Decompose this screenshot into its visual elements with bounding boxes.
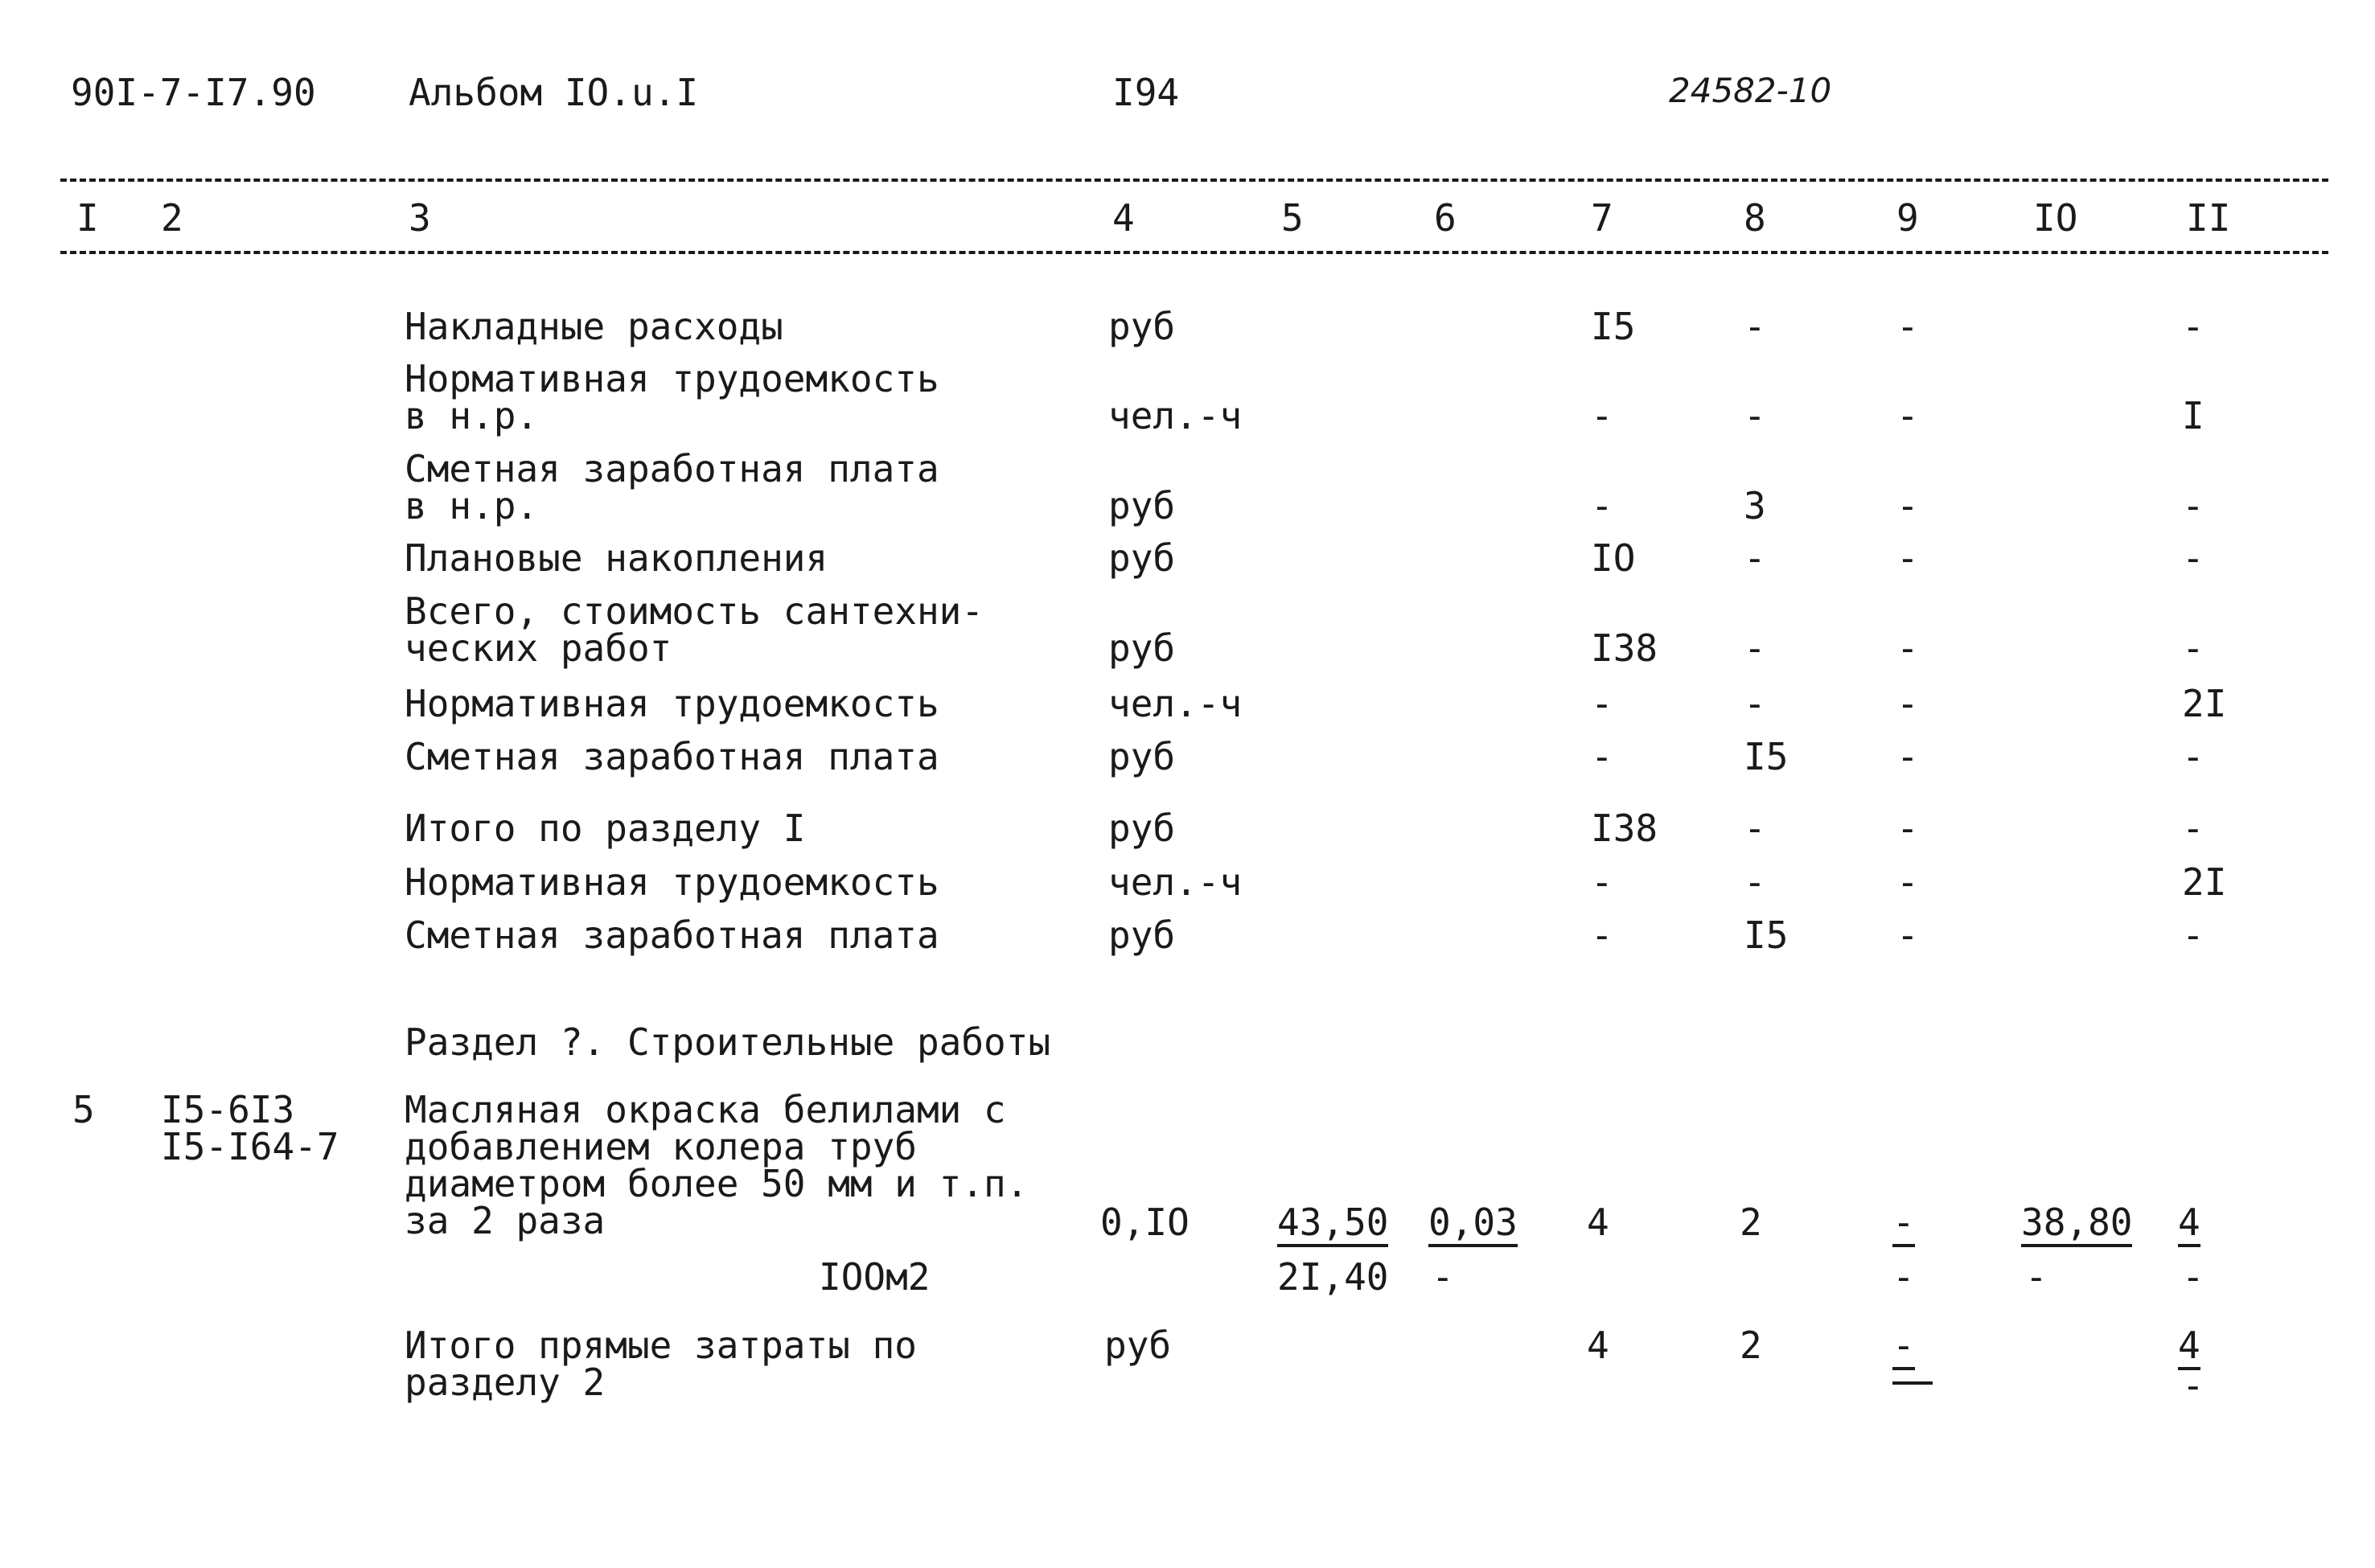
col-header-8: 8 bbox=[1744, 196, 1766, 240]
row-label: Нормативная трудоемкость bbox=[405, 357, 939, 400]
item-desc-line: добавлением колера труб bbox=[405, 1125, 917, 1168]
row-label-cont: в н.р. bbox=[405, 484, 539, 527]
cell-c11: - bbox=[2182, 626, 2204, 670]
doc-code: 90I-7-I7.90 bbox=[71, 71, 316, 114]
cell-c11-bottom: - bbox=[2182, 1255, 2204, 1299]
col-header-5: 5 bbox=[1281, 196, 1304, 240]
cell-c9: - bbox=[1896, 735, 1919, 778]
cell-c9-bottom: - bbox=[1892, 1255, 1915, 1299]
cell-c8: 2 bbox=[1740, 1201, 1762, 1244]
row-label: Сметная заработная плата bbox=[405, 913, 939, 957]
cell-c8: - bbox=[1744, 682, 1766, 725]
cell-c8: 2 bbox=[1740, 1324, 1762, 1367]
row-unit: руб bbox=[1108, 536, 1176, 580]
cell-c8: I5 bbox=[1744, 735, 1789, 778]
cell-c9: - bbox=[1892, 1327, 1915, 1370]
item-number: 5 bbox=[72, 1088, 95, 1131]
col-header-3: 3 bbox=[409, 196, 431, 240]
cell-c8: - bbox=[1744, 305, 1766, 348]
cell-c9: - bbox=[1896, 305, 1919, 348]
row-label: Нормативная трудоемкость bbox=[405, 860, 939, 904]
cell-c8: - bbox=[1744, 536, 1766, 580]
section-title: Раздел ?. Строительные работы bbox=[405, 1020, 1051, 1064]
item-desc-line: за 2 раза bbox=[405, 1199, 606, 1242]
cell-c11: 2I bbox=[2182, 682, 2227, 725]
row-label: Сметная заработная плата bbox=[405, 447, 939, 491]
header-rule-bottom bbox=[60, 251, 2328, 254]
cell-c9: - bbox=[1896, 682, 1919, 725]
col-header-11: II bbox=[2186, 196, 2231, 240]
cell-c7: - bbox=[1591, 682, 1613, 725]
item-code-secondary: I5-I64-7 bbox=[161, 1125, 339, 1168]
row-unit: руб bbox=[1108, 626, 1176, 670]
col-header-7: 7 bbox=[1591, 196, 1613, 240]
cell-c7: - bbox=[1591, 860, 1613, 904]
row-unit: руб bbox=[1108, 913, 1176, 957]
cell-c7: - bbox=[1591, 913, 1613, 957]
cell-c11: - bbox=[2182, 735, 2204, 778]
cell-c11: - bbox=[2182, 305, 2204, 348]
cell-c8: 3 bbox=[1744, 484, 1766, 527]
page-number: I94 bbox=[1112, 71, 1180, 114]
cell-c8: - bbox=[1744, 860, 1766, 904]
cell-c7: 4 bbox=[1587, 1201, 1609, 1244]
cell-c6-bottom: - bbox=[1432, 1255, 1454, 1299]
cell-c9: - bbox=[1896, 626, 1919, 670]
cell-c7: 4 bbox=[1587, 1324, 1609, 1367]
row-unit: руб bbox=[1108, 484, 1176, 527]
cell-c9: - bbox=[1896, 807, 1919, 850]
row-unit: руб bbox=[1104, 1324, 1172, 1367]
cell-c11-bottom: - bbox=[2182, 1364, 2204, 1407]
cell-c11: - bbox=[2182, 807, 2204, 850]
row-unit: руб bbox=[1108, 735, 1176, 778]
cell-c11: - bbox=[2182, 484, 2204, 527]
cell-c9: - bbox=[1896, 536, 1919, 580]
cell-c8: - bbox=[1744, 394, 1766, 437]
album-label: Альбом IO.u.I bbox=[409, 71, 699, 114]
handwritten-number: 24582-10 bbox=[1669, 71, 1832, 110]
cell-c11: 2I bbox=[2182, 860, 2227, 904]
row-label: Всего, стоимость сантехни- bbox=[405, 589, 984, 633]
cell-c11: - bbox=[2182, 913, 2204, 957]
row-unit: руб bbox=[1108, 807, 1176, 850]
cell-c7: - bbox=[1591, 735, 1613, 778]
row-label: Нормативная трудоемкость bbox=[405, 682, 939, 725]
col-header-6: 6 bbox=[1434, 196, 1457, 240]
row-label: Сметная заработная плата bbox=[405, 735, 939, 778]
cell-c11: - bbox=[2182, 536, 2204, 580]
row-label-cont: в н.р. bbox=[405, 394, 539, 437]
header-rule-top bbox=[60, 179, 2328, 182]
row-label: Итого прямые затраты по bbox=[405, 1324, 917, 1367]
cell-c8: I5 bbox=[1744, 913, 1789, 957]
cell-c7: I38 bbox=[1591, 626, 1658, 670]
cell-c7: - bbox=[1591, 484, 1613, 527]
col-header-4: 4 bbox=[1112, 196, 1135, 240]
cell-c11: I bbox=[2182, 394, 2204, 437]
cell-c9: - bbox=[1896, 394, 1919, 437]
cell-c7: I38 bbox=[1591, 807, 1658, 850]
cell-c9: - bbox=[1896, 484, 1919, 527]
cell-c10-top: 38,80 bbox=[2021, 1204, 2132, 1247]
row-label-cont: разделу 2 bbox=[405, 1361, 606, 1404]
cell-c11: 4 bbox=[2178, 1327, 2200, 1370]
cell-c10-bottom: - bbox=[2025, 1255, 2048, 1299]
col-header-2: 2 bbox=[161, 196, 183, 240]
cell-c9: - bbox=[1896, 913, 1919, 957]
row-label: Плановые накопления bbox=[405, 536, 828, 580]
row-unit: чел.-ч bbox=[1108, 860, 1243, 904]
cell-c5-top: 43,50 bbox=[1277, 1204, 1388, 1247]
cell-c7: I5 bbox=[1591, 305, 1636, 348]
cell-c9-top: - bbox=[1892, 1204, 1915, 1247]
item-qty: 0,IO bbox=[1100, 1201, 1190, 1244]
col-header-9: 9 bbox=[1896, 196, 1919, 240]
item-desc-line: Масляная окраска белилами с bbox=[405, 1088, 1006, 1131]
col-header-1: I bbox=[76, 196, 99, 240]
cell-c6-top: 0,03 bbox=[1428, 1204, 1518, 1247]
cell-c11-top: 4 bbox=[2178, 1204, 2200, 1247]
cell-c9: - bbox=[1896, 860, 1919, 904]
cell-c7: IO bbox=[1591, 536, 1636, 580]
cell-c8: - bbox=[1744, 626, 1766, 670]
row-unit: чел.-ч bbox=[1108, 682, 1243, 725]
row-label: Накладные расходы bbox=[405, 305, 783, 348]
cell-c8: - bbox=[1744, 807, 1766, 850]
item-unit: IOOм2 bbox=[819, 1255, 931, 1299]
item-desc-line: диаметром более 50 мм и т.п. bbox=[405, 1162, 1029, 1205]
item-code: I5-6I3 bbox=[161, 1088, 295, 1131]
row-label: Итого по разделу I bbox=[405, 807, 806, 850]
double-underline bbox=[1892, 1381, 1933, 1385]
row-label-cont: ческих работ bbox=[405, 626, 672, 670]
cell-c5-bottom: 2I,40 bbox=[1277, 1255, 1389, 1299]
col-header-10: IO bbox=[2033, 196, 2078, 240]
row-unit: руб bbox=[1108, 305, 1176, 348]
cell-c7: - bbox=[1591, 394, 1613, 437]
row-unit: чел.-ч bbox=[1108, 394, 1243, 437]
